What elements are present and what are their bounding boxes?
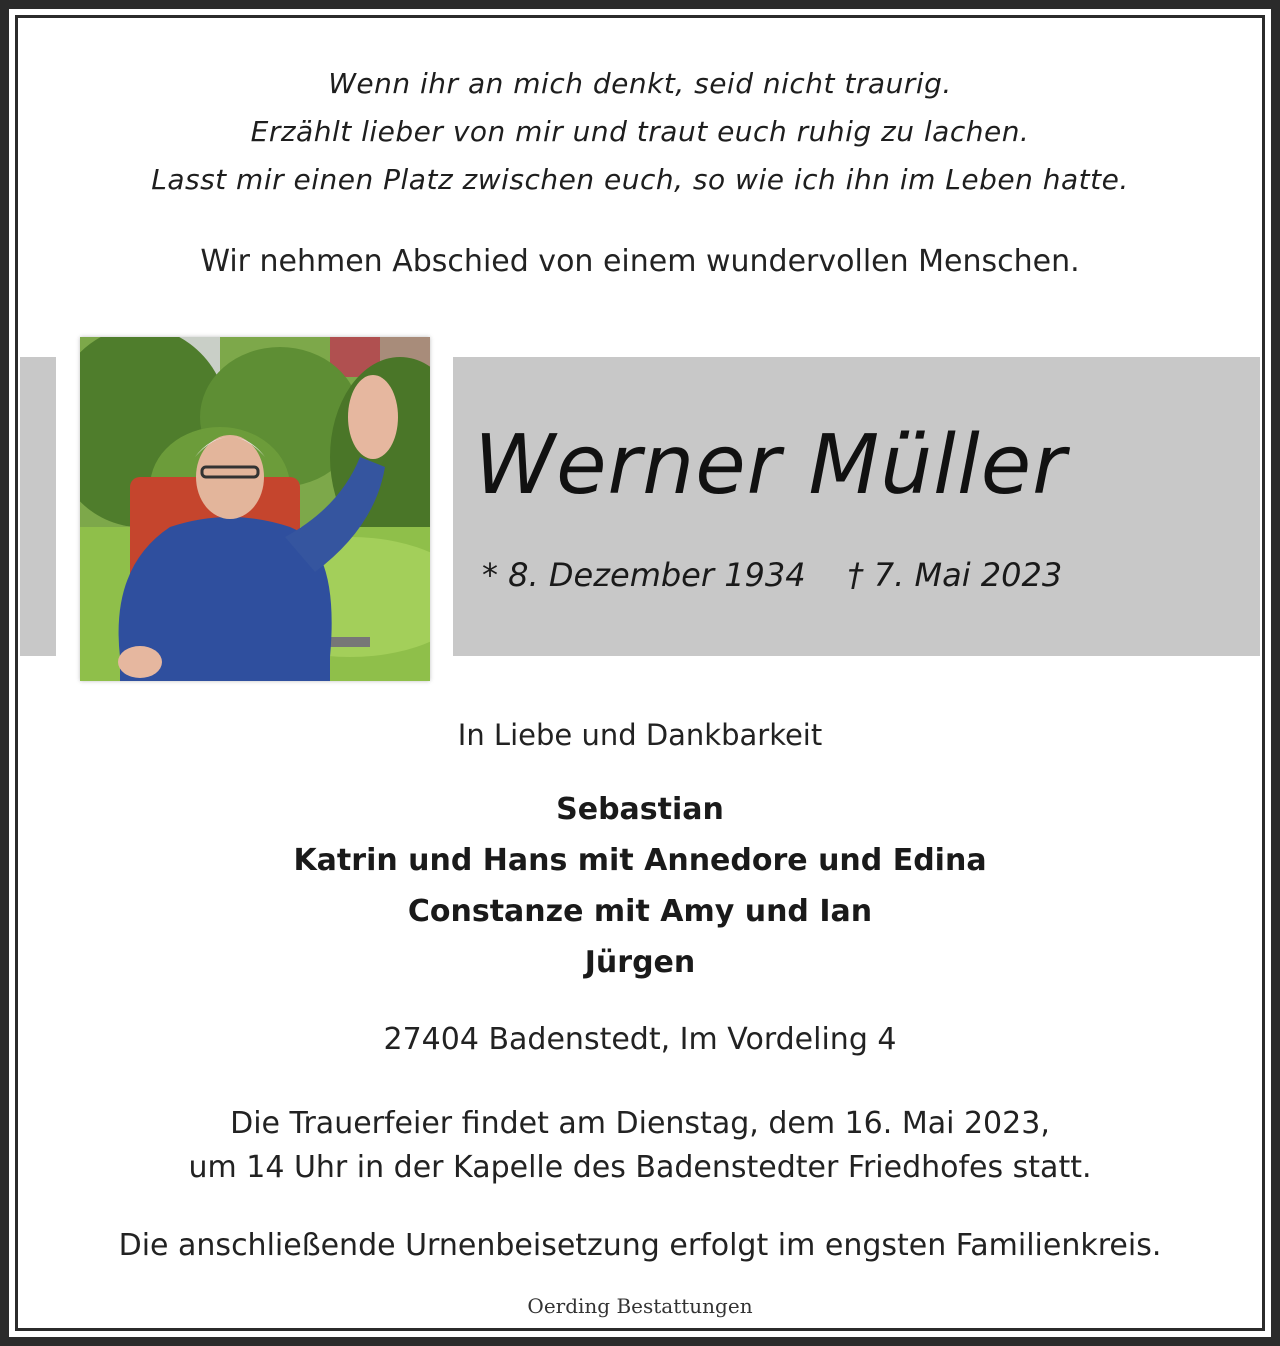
ceremony-line: Die Trauerfeier findet am Dienstag, dem 16. Mai 2023,	[230, 1106, 1050, 1141]
family-member: Constanze mit Amy und Ian	[407, 894, 873, 929]
deceased-name: Werner Müller	[474, 418, 1067, 513]
grey-band-left	[20, 357, 56, 656]
portrait-photo	[80, 337, 430, 681]
poem-line: Wenn ihr an mich denkt, seid nicht traurig.	[328, 67, 952, 100]
birth-date: * 8. Dezember 1934	[482, 556, 806, 594]
ceremony-line: um 14 Uhr in der Kapelle des Badenstedter Friedhofes statt.	[188, 1150, 1092, 1185]
undertaker: Oerding Bestattungen	[527, 1294, 753, 1318]
poem	[0, 60, 1280, 204]
urn-notice: Die anschließende Urnenbeisetzung erfolgt im engsten Familienkreis.	[118, 1228, 1162, 1263]
ceremony-notice	[0, 1102, 1280, 1190]
address: 27404 Badenstedt, Im Vordeling 4	[383, 1022, 897, 1057]
farewell-line: Wir nehmen Abschied von einem wundervollen Menschen.	[200, 244, 1080, 279]
family-list	[0, 784, 1280, 988]
family-member: Sebastian	[556, 792, 724, 827]
poem-line: Erzählt lieber von mir und traut euch ruhig zu lachen.	[250, 115, 1030, 148]
family-member: Katrin und Hans mit Annedore und Edina	[293, 843, 987, 878]
poem-line: Lasst mir einen Platz zwischen euch, so wie ich ihn im Leben hatte.	[151, 163, 1129, 196]
life-dates	[482, 556, 1252, 594]
closing-phrase: In Liebe und Dankbarkeit	[457, 718, 823, 752]
family-member: Jürgen	[584, 945, 696, 980]
death-date: † 7. Mai 2023	[847, 556, 1063, 594]
